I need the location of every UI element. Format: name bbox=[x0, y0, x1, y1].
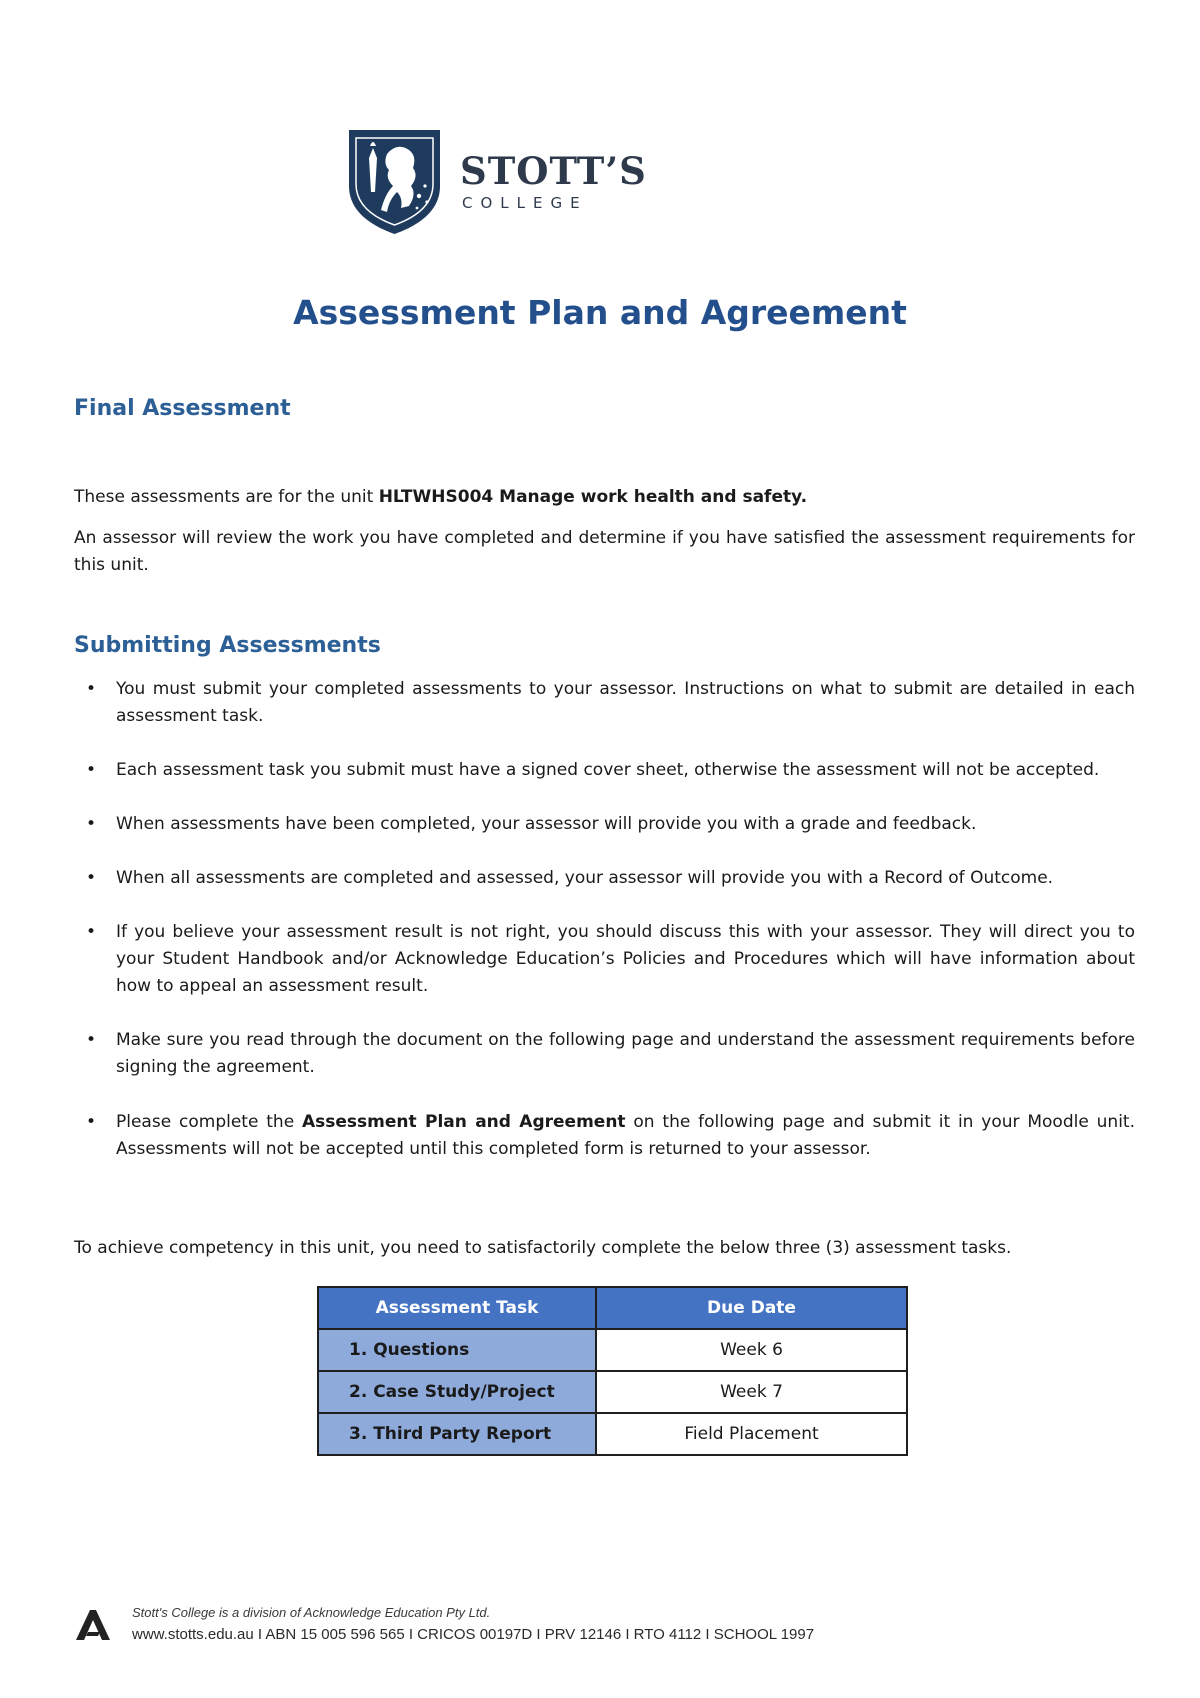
list-item: • When assessments have been completed, your assessor will provide you with a grade and feedback. bbox=[74, 811, 1135, 838]
list-item: • Each assessment task you submit must have a signed cover sheet, otherwise the assessment will not be accepted. bbox=[74, 757, 1135, 784]
header-due-date: Due Date bbox=[596, 1287, 907, 1329]
last-bullet-prefix: Please complete the bbox=[116, 1112, 302, 1132]
intro-paragraph bbox=[74, 484, 1135, 511]
list-item: • You must submit your completed assessments to your assessor. Instructions on what to submit are detailed in each assessment task. bbox=[74, 676, 1135, 730]
review-paragraph: An assessor will review the work you have completed and determine if you have satisfied the assessment requirements for this unit. bbox=[74, 528, 1135, 575]
table-row bbox=[318, 1413, 907, 1455]
unit-title: HLTWHS004 Manage work health and safety. bbox=[378, 487, 808, 507]
header-assessment-task: Assessment Task bbox=[318, 1287, 596, 1329]
intro-prefix: These assessments are for the unit bbox=[74, 487, 379, 507]
logo-subtitle: COLLEGE bbox=[462, 194, 588, 212]
table-header-row bbox=[318, 1287, 907, 1329]
list-item bbox=[74, 1109, 1135, 1163]
footer-company-note: Stott's College is a division of Acknowledge Education Pty Ltd. bbox=[132, 1605, 491, 1620]
logo-wordmark: STOTT’S bbox=[460, 149, 647, 193]
table-row bbox=[318, 1371, 907, 1413]
due-cell: Week 6 bbox=[596, 1329, 907, 1371]
lion-shield-icon bbox=[347, 128, 442, 236]
last-bullet-suffix: on the following page and submit it in your Moodle unit. Assessments will not be accepted until this completed form is returned to your assessor. bbox=[116, 1112, 1135, 1159]
submitting-assessments-heading: Submitting Assessments bbox=[74, 633, 381, 658]
task-cell: 3. Third Party Report bbox=[318, 1413, 596, 1455]
assessment-tasks-table bbox=[317, 1286, 908, 1456]
task-cell: 1. Questions bbox=[318, 1329, 596, 1371]
stotts-college-logo bbox=[347, 128, 647, 236]
task-cell: 2. Case Study/Project bbox=[318, 1371, 596, 1413]
submission-rules-list bbox=[74, 676, 1135, 1163]
acknowledge-education-logo-icon bbox=[74, 1606, 112, 1644]
table-row bbox=[318, 1329, 907, 1371]
due-cell: Field Placement bbox=[596, 1413, 907, 1455]
due-cell: Week 7 bbox=[596, 1371, 907, 1413]
footer-registration-info: www.stotts.edu.au I ABN 15 005 596 565 I CRICOS 00197D I PRV 12146 I RTO 4112 I SCHOOL 1997 bbox=[132, 1626, 815, 1643]
competency-paragraph: To achieve competency in this unit, you need to satisfactorily complete the below three (3) assessment tasks. bbox=[74, 1238, 1012, 1258]
last-bullet-bold: Assessment Plan and Agreement bbox=[302, 1112, 626, 1132]
list-item: • Make sure you read through the document on the following page and understand the assessment requirements before signing the agreement. bbox=[74, 1027, 1135, 1081]
final-assessment-heading: Final Assessment bbox=[74, 396, 291, 421]
page-footer bbox=[74, 1604, 814, 1646]
list-item: • When all assessments are completed and assessed, your assessor will provide you with a Record of Outcome. bbox=[74, 865, 1135, 892]
page-title: Assessment Plan and Agreement bbox=[293, 293, 907, 332]
list-item: • If you believe your assessment result is not right, you should discuss this with your assessor. They will direct you to your Student Handbook and/or Acknowledge Education’s Policies and Procedures which will have information about how to appeal an assessment result. bbox=[74, 919, 1135, 1000]
